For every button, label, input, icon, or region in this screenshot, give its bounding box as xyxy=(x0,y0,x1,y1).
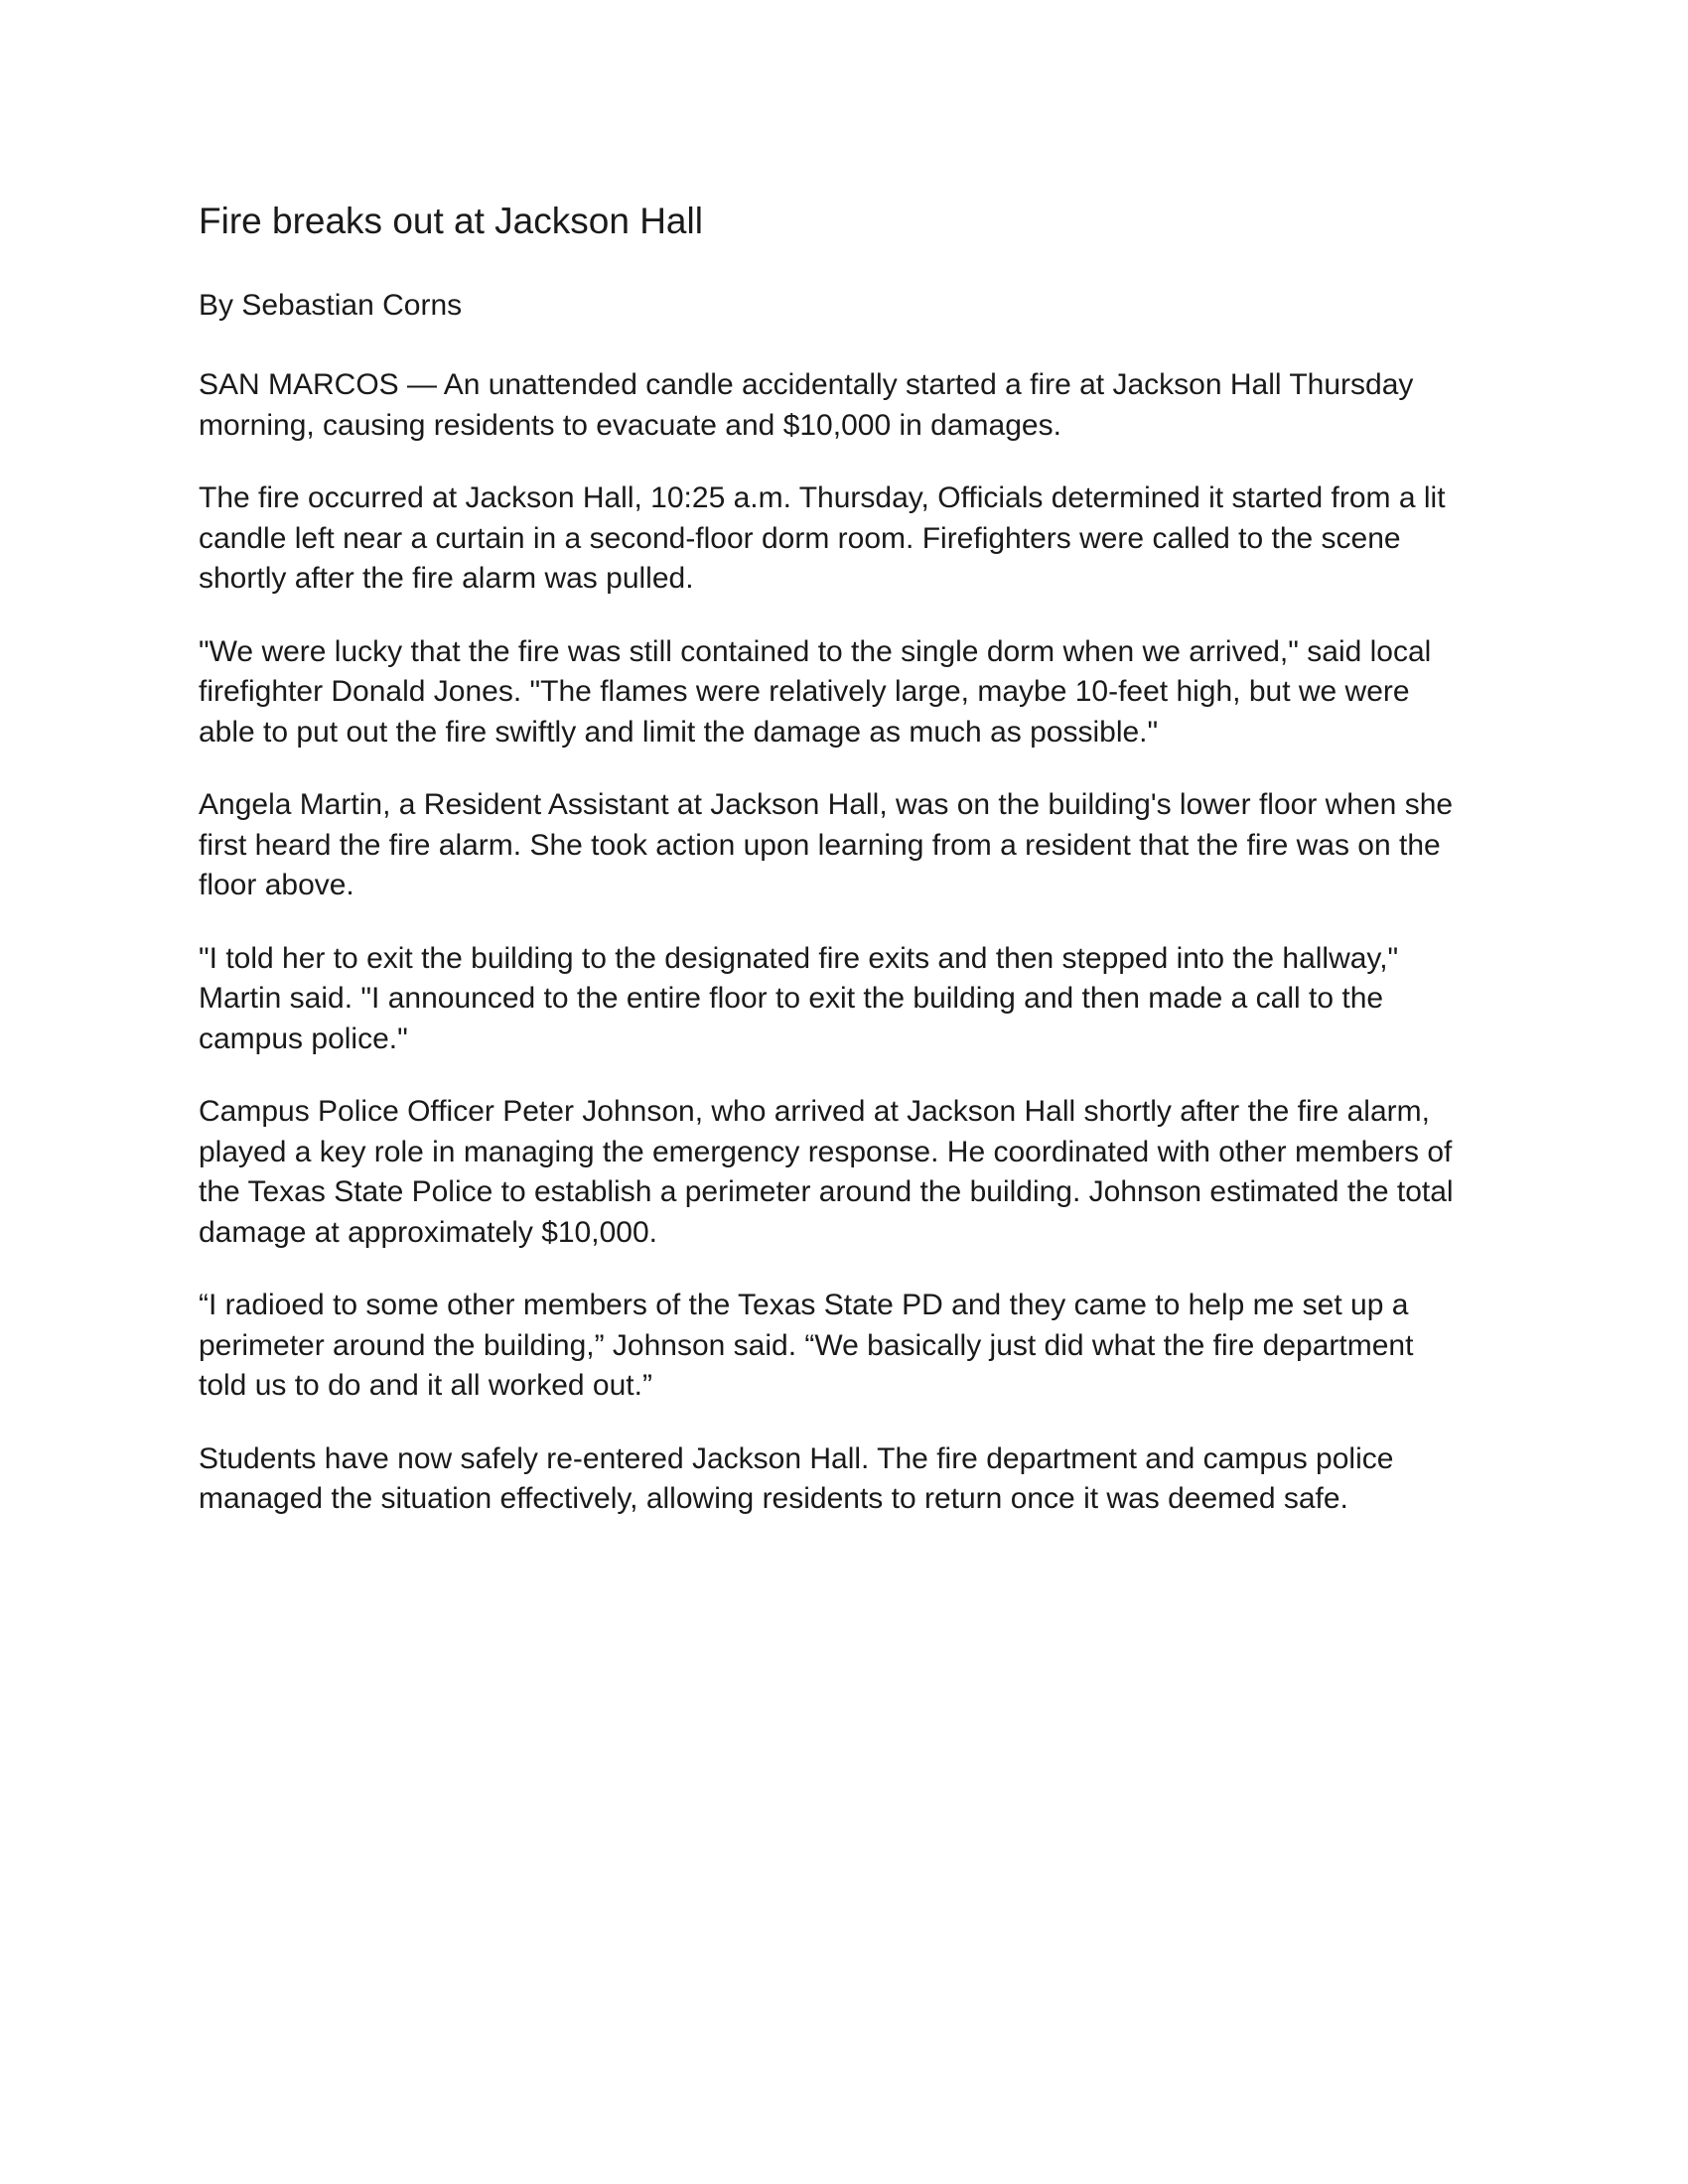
article-body xyxy=(199,365,1489,1520)
paragraph-line: Angela Martin, a Resident Assistant at Jackson Hall, was on the building's lower floor when she xyxy=(199,788,1454,821)
paragraph-line: able to put out the fire swiftly and limit the damage as much as possible." xyxy=(199,715,1159,749)
paragraph-line: morning, causing residents to evacuate and $10,000 in damages. xyxy=(199,408,1061,442)
paragraph-5 xyxy=(199,939,1489,1060)
paragraph-line: told us to do and it all worked out.” xyxy=(199,1369,652,1402)
paragraph-line: campus police." xyxy=(199,1022,408,1055)
document-page xyxy=(199,195,1489,1553)
paragraph-line: "I told her to exit the building to the designated fire exits and then stepped into the hallway," xyxy=(199,941,1399,975)
paragraph-6 xyxy=(199,1092,1489,1253)
paragraph-2 xyxy=(199,478,1489,600)
paragraph-line: “I radioed to some other members of the Texas State PD and they came to help me set up a xyxy=(199,1289,1409,1321)
article-title: Fire breaks out at Jackson Hall xyxy=(199,201,703,241)
paragraph-7 xyxy=(199,1286,1489,1407)
paragraph-line: damage at approximately $10,000. xyxy=(199,1215,657,1249)
paragraph-line: Martin said. "I announced to the entire floor to exit the building and then made a call to the xyxy=(199,982,1384,1015)
paragraph-line: managed the situation effectively, allowing residents to return once it was deemed safe. xyxy=(199,1482,1348,1515)
paragraph-line: SAN MARCOS — An unattended candle accidentally started a fire at Jackson Hall Thursday xyxy=(199,368,1414,401)
paragraph-line: The fire occurred at Jackson Hall, 10:25 a.m. Thursday, Officials determined it started from a lit xyxy=(199,481,1446,514)
paragraph-line: "We were lucky that the fire was still contained to the single dorm when we arrived," said local xyxy=(199,634,1432,668)
article-byline: By Sebastian Corns xyxy=(199,289,463,322)
paragraph-4 xyxy=(199,785,1489,906)
paragraph-line: perimeter around the building,” Johnson said. “We basically just did what the fire department xyxy=(199,1328,1414,1362)
paragraph-line: played a key role in managing the emergency response. He coordinated with other members of xyxy=(199,1135,1453,1168)
paragraph-8 xyxy=(199,1439,1489,1520)
paragraph-line: candle left near a curtain in a second-floor dorm room. Firefighters were called to the scene xyxy=(199,521,1401,555)
paragraph-line: firefighter Donald Jones. "The flames were relatively large, maybe 10-feet high, but we were xyxy=(199,675,1410,708)
paragraph-line: Campus Police Officer Peter Johnson, who arrived at Jackson Hall shortly after the fire alarm, xyxy=(199,1095,1430,1128)
paragraph-3 xyxy=(199,632,1489,753)
paragraph-1 xyxy=(199,365,1489,446)
paragraph-line: floor above. xyxy=(199,869,354,901)
paragraph-line: the Texas State Police to establish a perimeter around the building. Johnson estimated the total xyxy=(199,1175,1454,1208)
paragraph-line: first heard the fire alarm. She took action upon learning from a resident that the fire was on the xyxy=(199,828,1441,862)
paragraph-line: shortly after the fire alarm was pulled. xyxy=(199,562,694,595)
paragraph-line: Students have now safely re-entered Jackson Hall. The fire department and campus police xyxy=(199,1441,1394,1475)
